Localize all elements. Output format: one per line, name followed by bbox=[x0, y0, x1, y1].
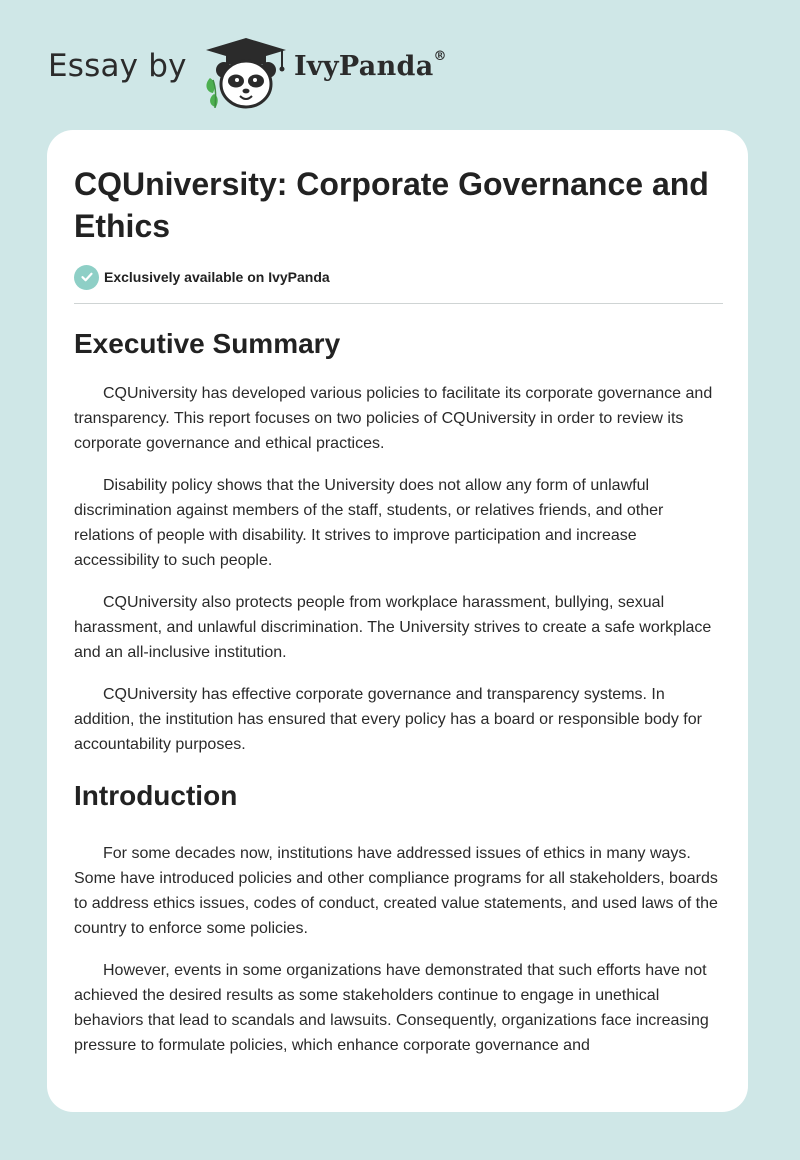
brand-name-text: IvyPanda bbox=[294, 51, 434, 82]
paragraph: For some decades now, institutions have addressed issues of ethics in many ways. Some have introduced policies and other compliance programs for all stakeholders, boards to address ethics issues, codes of conduct, created value statements, and used laws of the country to enforce some policies. bbox=[74, 845, 718, 937]
paragraph: CQUniversity has effective corporate governance and transparency systems. In addition, the institution has ensured that every policy has a board or responsible body for accountability purposes. bbox=[74, 686, 702, 753]
check-icon bbox=[74, 265, 99, 290]
exclusive-badge-text: Exclusively available on IvyPanda bbox=[104, 269, 330, 285]
section-heading-executive-summary: Executive Summary bbox=[74, 328, 341, 359]
page-title: CQUniversity: Corporate Governance and Ethics bbox=[74, 166, 709, 244]
site-header bbox=[48, 34, 568, 110]
essay-by-label: Essay by bbox=[48, 48, 187, 84]
paragraph: CQUniversity also protects people from workplace harassment, bullying, sexual harassment, and unlawful discrimination. The University strives to create a safe workplace and an all-inclusive institution. bbox=[74, 594, 712, 661]
panda-graduate-logo-icon[interactable] bbox=[202, 36, 290, 110]
brand-name[interactable] bbox=[294, 51, 447, 82]
exclusive-badge bbox=[74, 263, 723, 291]
paragraph: However, events in some organizations have demonstrated that such efforts have not achieved the desired results as some stakeholders continue to engage in unethical behaviors that lead to scandals and lawsuits. Consequently, organizations face increasing pressure to formulate policies, which enhance corporate governance and bbox=[74, 962, 709, 1054]
paragraph: CQUniversity has developed various policies to facilitate its corporate governance and transparency. This report focuses on two policies of CQUniversity in order to review its corporate governance and ethical practices. bbox=[74, 385, 713, 452]
section-heading-introduction: Introduction bbox=[74, 780, 238, 811]
registered-mark: ® bbox=[433, 49, 447, 64]
essay-content bbox=[74, 163, 723, 1058]
essay-card bbox=[47, 130, 748, 1112]
paragraph: Disability policy shows that the University does not allow any form of unlawful discrimination against members of the staff, students, or relatives friends, and other relations of people with disability. It strives to improve participation and increase accessibility to such people. bbox=[74, 477, 664, 569]
title-divider bbox=[74, 303, 723, 304]
